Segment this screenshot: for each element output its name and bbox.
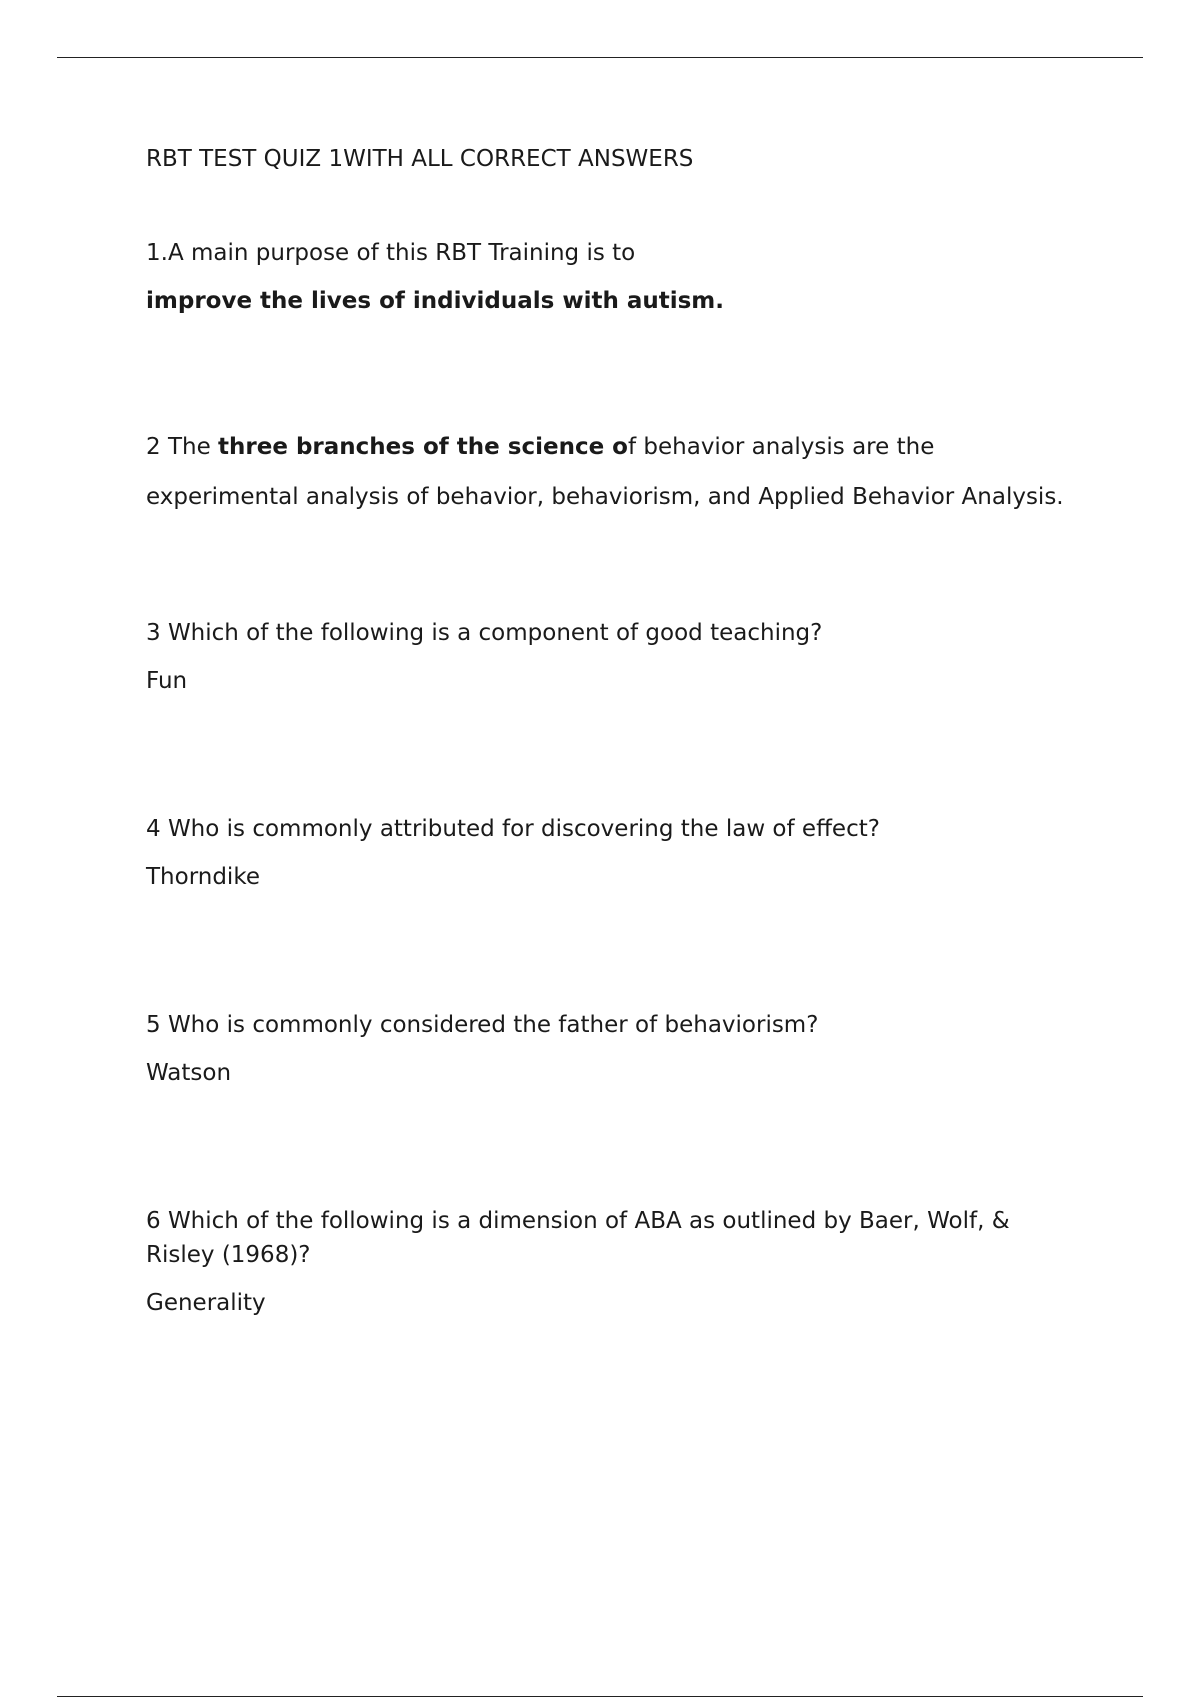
question-4: 4 Who is commonly attributed for discovering the law of effect? [146,816,880,842]
question-2-bold: three branches of the science o [218,434,628,460]
question-5: 5 Who is commonly considered the father of behaviorism? [146,1012,819,1038]
answer-4: Thorndike [146,864,260,890]
answer-2: experimental analysis of behavior, behaviorism, and Applied Behavior Analysis. [146,484,1064,510]
answer-6: Generality [146,1290,266,1316]
footer-rule [57,1696,1143,1697]
quiz-item-2 [146,430,1076,514]
quiz-item-3 [146,616,1076,698]
question-3: 3 Which of the following is a component of good teaching? [146,620,823,646]
question-2-prefix: 2 The [146,434,219,460]
quiz-item-1 [146,236,1076,318]
question-2 [146,430,1076,464]
quiz-item-4 [146,812,1076,894]
answer-5: Watson [146,1060,232,1086]
question-6: 6 Which of the following is a dimension of ABA as outlined by Baer, Wolf, & Risley (1968)? [146,1208,1010,1268]
question-2-suffix: f behavior analysis are the [627,434,935,460]
question-1: 1.A main purpose of this RBT Training is to [146,240,636,266]
answer-1: improve the lives of individuals with autism. [146,288,724,314]
document-body [146,142,1076,1320]
quiz-item-5 [146,1008,1076,1090]
document-title: RBT TEST QUIZ 1WITH ALL CORRECT ANSWERS [146,146,694,172]
answer-3: Fun [146,668,188,694]
header-rule [57,57,1143,58]
quiz-item-6 [146,1204,1076,1320]
